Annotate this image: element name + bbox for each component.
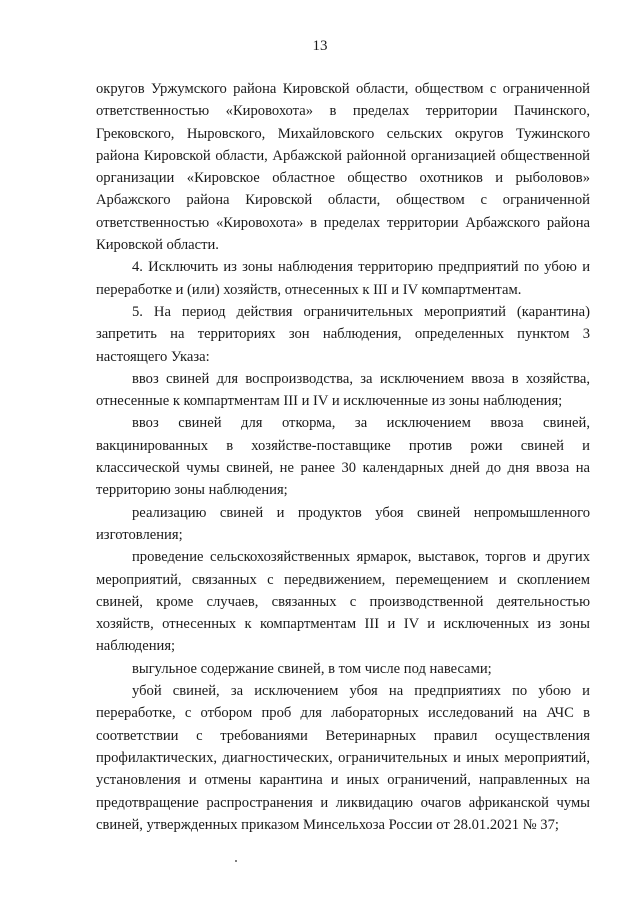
document-body	[96, 78, 590, 836]
paragraph-outdoor-keeping: выгульное содержание свиней, в том числе под навесами;	[132, 660, 492, 677]
paragraph-continuation: округов Уржумского района Кировской области, обществом с ограниченной ответственностью «Кировохота» в пределах территории Пачинского, Грековского, Ныровского, Михайловского сельских округов Тужинского района Кировской области, Арбажской районной организацией общественной организации «Кировское областное общество охотников и рыболовов» Арбажского района Кировской области, обществом с ограниченной ответственностью «Кировохота» в пределах территории Арбажского района Кировской области.	[96, 81, 590, 254]
paragraph-slaughter: убой свиней, за исключением убоя на предприятиях по убою и переработке, с отбором проб для лабораторных исследований на АЧС в соответствии с требованиями Ветеринарных правил осуществления профилактических, диагностических, ограничительных и иных мероприятий, установления и отмены карантина и иных ограничений, направленных на предотвращение распространения и ликвидацию очагов африканской чумы свиней, утвержденных приказом Минсельхоза России от 28.01.2021 № 37;	[96, 683, 590, 833]
paragraph-sale: реализацию свиней и продуктов убоя свиней непромышленного изготовления;	[96, 504, 590, 543]
paragraph-item-4: 4. Исключить из зоны наблюдения территорию предприятий по убою и переработке и (или) хозяйств, отнесенных к III и IV компартментам.	[96, 259, 590, 298]
page-number: 13	[312, 38, 328, 54]
scan-speck	[235, 860, 237, 862]
paragraph-breeding-import: ввоз свиней для воспроизводства, за исключением ввоза в хозяйства, отнесенные к компартментам III и IV и исключенные из зоны наблюдения;	[96, 370, 590, 410]
paragraph-fattening-import: ввоз свиней для откорма, за исключением ввоза свиней, вакцинированных в хозяйстве-поставщике против рожи свиней и классической чумы свиней, не ранее 30 календарных дней до дня ввоза на территорию зоны наблюдения;	[96, 415, 590, 499]
paragraph-fairs: проведение сельскохозяйственных ярмарок, выставок, торгов и других мероприятий, связанных с передвижением, перемещением и скоплением свиней, кроме случаев, связанных с производственной деятельностью хозяйств, отнесенных к компартментам III и IV и исключенных из зоны наблюдения;	[96, 549, 590, 655]
paragraph-item-5: 5. На период действия ограничительных мероприятий (карантина) запретить на территориях зон наблюдения, определенных пунктом 3 настоящего Указа:	[96, 303, 590, 365]
